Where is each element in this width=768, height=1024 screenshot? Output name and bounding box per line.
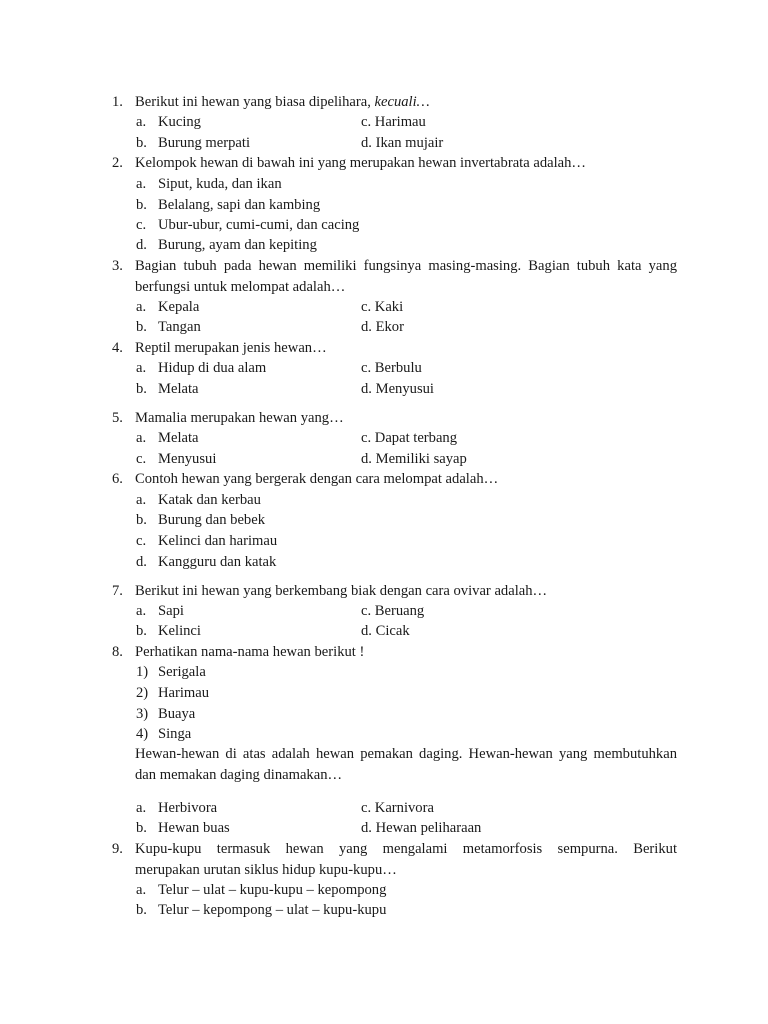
question-3-text-line-2: berfungsi untuk melompat adalah…	[135, 279, 346, 295]
question-6-text: Contoh hewan yang bergerak dengan cara melompat adalah…	[135, 471, 499, 487]
question-5-text: Mamalia merupakan hewan yang…	[135, 410, 344, 426]
question-8-text-line-1: Hewan-hewan di atas adalah hewan pemakan daging. Hewan-hewan yang membutuhkan	[135, 746, 677, 762]
list-item: b. Burung dan bebek	[136, 512, 265, 528]
question-2-text: Kelompok hewan di bawah ini yang merupakan hewan invertabrata adalah…	[135, 155, 587, 171]
option-c: c. Karnivora	[361, 800, 434, 816]
question-1-text: Berikut ini hewan yang biasa dipelihara,	[135, 94, 375, 110]
question-3-line-2	[0, 277, 768, 297]
question-8: 8. Perhatikan nama-nama hewan berikut !	[112, 644, 365, 660]
list-item: c. Ubur-ubur, cumi-cumi, dan cacing	[136, 217, 360, 233]
option-b: Burung dan bebek	[158, 512, 265, 528]
option-b: Burung merpati	[158, 135, 251, 151]
option-b: Tangan	[158, 319, 201, 335]
question-7-text: Berikut ini hewan yang berkembang biak dengan cara ovivar adalah…	[135, 583, 548, 599]
option-a: Melata	[158, 430, 199, 446]
list-item: 1) Serigala	[136, 664, 206, 680]
question-7: 7. Berikut ini hewan yang berkembang biak dengan cara ovivar adalah…	[112, 583, 548, 599]
option-c-left: Menyusui	[158, 451, 217, 467]
option-d: d. Hewan peliharaan	[361, 820, 482, 836]
question-4-text: Reptil merupakan jenis hewan…	[135, 340, 327, 356]
list-item: a. Siput, kuda, dan ikan	[136, 176, 282, 192]
question-5-options-row-1: a. Melata c. Dapat terbang	[136, 430, 458, 446]
animal-item: Singa	[158, 726, 192, 742]
question-9-text-line-2: merupakan urutan siklus hidup kupu-kupu…	[135, 862, 397, 878]
list-item: b. Belalang, sapi dan kambing	[136, 197, 321, 213]
question-1-options-row-2: b. Burung merpati d. Ikan mujair	[136, 135, 444, 151]
option-c: Kelinci dan harimau	[158, 533, 278, 549]
list-item: d. Kangguru dan katak	[136, 554, 277, 570]
option-c: c. Berbulu	[361, 360, 422, 376]
option-c: c. Dapat terbang	[361, 430, 458, 446]
question-1: 1. Berikut ini hewan yang biasa dipelihara, kecuali…	[112, 94, 430, 110]
animal-item: Serigala	[158, 664, 206, 680]
question-5: 5. Mamalia merupakan hewan yang…	[112, 410, 344, 426]
option-d: Burung, ayam dan kepiting	[158, 237, 317, 253]
animal-item: Harimau	[158, 685, 210, 701]
question-9-line-2	[0, 860, 768, 880]
animal-item: Buaya	[158, 706, 196, 722]
question-8-text-line-2: dan memakan daging dinamakan…	[135, 767, 343, 783]
option-b: Belalang, sapi dan kambing	[158, 197, 321, 213]
question-7-options-row-1: a. Sapi c. Beruang	[136, 603, 425, 619]
question-8-options-row-1: a. Herbivora c. Karnivora	[136, 800, 434, 816]
question-4-options-row-2: b. Melata d. Menyusui	[136, 381, 434, 397]
option-a: Siput, kuda, dan ikan	[158, 176, 282, 192]
question-2: 2. Kelompok hewan di bawah ini yang merupakan hewan invertabrata adalah…	[112, 155, 587, 171]
option-d: Kangguru dan katak	[158, 554, 277, 570]
option-a: Herbivora	[158, 800, 218, 816]
list-item: 4) Singa	[136, 726, 192, 742]
question-3-text-line-1: Bagian tubuh pada hewan memiliki fungsinya masing-masing. Bagian tubuh kata yang	[135, 258, 677, 274]
option-d: d. Memiliki sayap	[361, 451, 467, 467]
question-1-emphasis: kecuali…	[374, 94, 430, 110]
question-8-paragraph-line-2	[0, 765, 768, 785]
option-d: d. Cicak	[361, 623, 410, 639]
option-b: Hewan buas	[158, 820, 230, 836]
option-d: d. Menyusui	[361, 381, 434, 397]
question-9: 9. Kupu-kupu termasuk hewan yang mengalami metamorfosis sempurna. Berikut	[112, 841, 677, 857]
option-d: d. Ekor	[361, 319, 404, 335]
list-item: 2) Harimau	[136, 685, 210, 701]
question-4-options-row-1: a. Hidup di dua alam c. Berbulu	[136, 360, 422, 376]
list-item: c. Kelinci dan harimau	[136, 533, 278, 549]
option-b: Melata	[158, 381, 199, 397]
question-3-options-row-1: a. Kepala c. Kaki	[136, 299, 404, 315]
question-3: 3. Bagian tubuh pada hewan memiliki fungsinya masing-masing. Bagian tubuh kata yang	[112, 258, 677, 274]
option-c: Ubur-ubur, cumi-cumi, dan cacing	[158, 217, 360, 233]
question-1-options-row-1: a. Kucing c. Harimau	[136, 114, 426, 130]
list-item: d. Burung, ayam dan kepiting	[136, 237, 317, 253]
option-a: Katak dan kerbau	[158, 492, 261, 508]
option-a: Hidup di dua alam	[158, 360, 267, 376]
option-c: c. Kaki	[361, 299, 404, 315]
question-8-paragraph-line-1	[0, 744, 768, 764]
option-a: Sapi	[158, 603, 184, 619]
option-a: Telur – ulat – kupu-kupu – kepompong	[158, 882, 387, 898]
question-3-options-row-2: b. Tangan d. Ekor	[136, 319, 404, 335]
option-b: Telur – kepompong – ulat – kupu-kupu	[158, 902, 387, 918]
question-4: 4. Reptil merupakan jenis hewan…	[112, 340, 327, 356]
option-c: c. Harimau	[361, 114, 426, 130]
list-item: a. Katak dan kerbau	[136, 492, 261, 508]
option-a: Kucing	[158, 114, 201, 130]
question-8-text: Perhatikan nama-nama hewan berikut !	[135, 644, 365, 660]
list-item: b. Telur – kepompong – ulat – kupu-kupu	[136, 902, 387, 918]
question-9-text-line-1: Kupu-kupu termasuk hewan yang mengalami metamorfosis sempurna. Berikut	[135, 841, 677, 857]
option-a: Kepala	[158, 299, 200, 315]
question-6: 6. Contoh hewan yang bergerak dengan cara melompat adalah…	[112, 471, 499, 487]
option-d: d. Ikan mujair	[361, 135, 444, 151]
question-5-options-row-2: c. Menyusui d. Memiliki sayap	[136, 451, 467, 467]
list-item: 3) Buaya	[136, 706, 196, 722]
option-b: Kelinci	[158, 623, 201, 639]
list-item: a. Telur – ulat – kupu-kupu – kepompong	[136, 882, 387, 898]
option-c: c. Beruang	[361, 603, 425, 619]
question-8-options-row-2: b. Hewan buas d. Hewan peliharaan	[136, 820, 482, 836]
question-7-options-row-2: b. Kelinci d. Cicak	[136, 623, 410, 639]
